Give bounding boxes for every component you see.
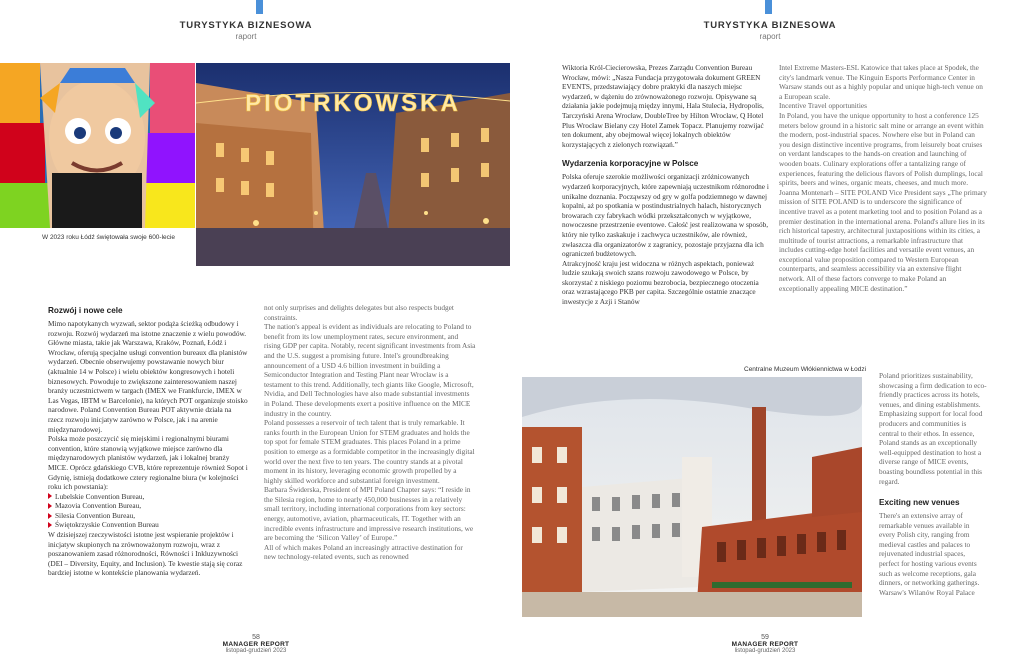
magazine-name: MANAGER REPORT <box>222 641 290 648</box>
header-title: TURYSTYKA BIZNESOWA <box>703 20 837 31</box>
paragraph: The nation's appeal is evident as individuals are relocating to Poland to benefit from its low unemployment rates, secure environment, and rising GDP per capita. Notably, recent significant investments from Asia and the U.S. suggest a promising future. Intel's groundbreaking announcement of a USD 4.6 billion investment in building a Semiconductor Integration and Testing Plant near Wrocław is a testament to this trend. Additionally, tech giants like Google, Microsoft, Nvidia, and Dell Technologies have also made substantial investments in Poland. These developments exert a positive influence on the MICE industry in the country. <box>264 322 476 418</box>
bullet-icon <box>48 503 52 509</box>
section-heading: Rozwój i nowe cele <box>48 306 123 315</box>
bullet-icon <box>48 493 52 499</box>
page-footer <box>216 634 296 654</box>
issue-date: listopad-grudzień 2023 <box>734 648 796 654</box>
paragraph: All of which makes Poland an increasingly attractive destination for new technology-related events, such as renowned <box>264 542 463 562</box>
magazine-name: MANAGER REPORT <box>731 641 799 648</box>
list-item: Silesia Convention Bureau, <box>48 511 248 521</box>
paragraph: W dzisiejszej rzeczywistości istotne jest wspieranie projektów i inicjatyw skupionych na zrównoważonym rozwoju, wraz z poszanowaniem zasad różnorodności, Równości i Inkluzywności (DEI – Diversity, Equity, and Inclusion). Te kwestie stają się coraz bardziej istotne w kontekście planowania wydarzeń. <box>48 530 243 578</box>
paragraph: Wiktoria Król-Ciecierowska, Prezes Zarządu Convention Bureau Wrocław, mówi: „Nasza Fundacja przygotowała dokument GREEN EVENTS, przedstawiający dobre praktyki dla naszych miejsc wydarzeń, w dążeniu do zrównoważonego rozwoju. Opisywane są działania jakie podejmują między innymi, Hala Stulecia, Hydropolis, Tarczyński Arena Wrocław, DoubleTree by Hilton Wrocław, Q Hotel Plus Wrocław Bielany czy Hotel Zamek Topacz. Planujemy rozwijać ten dokument, aby obejmował więcej lokalnych obiektów korzystających z zielonych rozwiązań.” <box>562 63 764 149</box>
bullet-icon <box>48 522 52 528</box>
right-column-1 <box>562 63 770 363</box>
paragraph: Atrakcyjność kraju jest widoczna w różnych aspektach, ponieważ ludzie szukają swoich szans rozwoju zawodowego w Polsce, by skorzystać z niskiego poziomu bezrobocia, bezpiecznego otoczenia oraz wzrastającego PKB per capita. Szczególnie ostatnie znaczące inwestycje z Azji i Stanów <box>562 258 759 307</box>
paragraph: Intel Extreme Masters-ESL Katowice that takes place at Spodek, the city's landmark venue. The Kinguin Esports Performance Center in Warsaw stands out as a highly popular and unique high-tech venue on a European scale. <box>779 63 983 101</box>
section-heading: Exciting new venues <box>879 498 960 507</box>
left-column-2 <box>264 303 476 623</box>
mural-photo <box>0 63 195 228</box>
paragraph: Polska oferuje szerokie możliwości organizacji zróżnicowanych wydarzeń korporacyjnych, które zapewniają uczestnikom różnorodne i unikalne doznania. Począwszy od gry w golfa podziemnego w dawnej kopalni, aż po spotkania w postindustrialnych halach, historycznych browarach czy fabrykach wódki przekształconych w wyjątkowe, nowoczesne przestrzenie eventowe. Całość jest realizowana w sposób, który nie tylko zaskakuje i zachwyca uczestników, ale również, zwłaszcza dla organizatorów z zagranicy, pozostaje przyjazna dla ich ograniczeń budżetowych. <box>562 172 769 259</box>
street-sign-text: PIOTRKOWSKA <box>245 90 461 117</box>
header-subtitle: raport <box>759 32 781 41</box>
header-title: TURYSTYKA BIZNESOWA <box>179 20 313 31</box>
page-header <box>700 20 840 41</box>
paragraph: Poland possesses a reservoir of tech talent that is truly remarkable. It ranks fourth in the European Union for STEM graduates and holds the top spot for female STEM graduates. This places Poland in a prime position to emerge as a formidable competitor in the increasingly digital world over the next five to ten years. The country stands at a pivotal moment in its history, leveraging economic growth propelled by a highly skilled workforce and substantial foreign investment. <box>264 418 475 485</box>
paragraph: Incentive Travel opportunities <box>779 101 867 111</box>
photo-caption: Centralne Muzeum Włókiennictwa w Łodzi <box>744 366 867 373</box>
paragraph: Joanna Montenarh – SITE POLAND Vice President says „The primary mission of SITE POLAND is to underscore the significance of incentive travel as a potent marketing tool and to position Poland as a premier destination in the international arena. Poland's allure lies in its rich historical tapestry, architectural juxtapositions within its cities, a multitude of tourist attractions, a remarkable infrastructure that includes cutting-edge hotel facilities and versatile event venues, an exceptional value proposition compared to Western European counterparts, and seamless accessibility via an extensive flight network. All of these factors converge to make Poland an exceptionally appealing MICE destination.” <box>779 187 987 293</box>
paragraph: Barbara Świderska, President of MPI Poland Chapter says: “I reside in the Silesia region, home to nearly 450,000 businesses in a relatively small territory, including international corporations from key sectors: energy, automotive, aviation, pharmaceuticals, IT. Together with an incredible events infrastructure and impressive research institutions, we are becoming the ‘Silicon Valley’ of Europe.” <box>264 485 474 543</box>
issue-date: listopad-grudzień 2023 <box>225 648 287 654</box>
right-column-2-continued <box>879 371 987 491</box>
list-item: Świętokrzyskie Convention Bureau <box>48 520 248 530</box>
bullet-icon <box>48 513 52 519</box>
page-tab-marker <box>765 0 772 14</box>
museum-photo <box>522 377 862 617</box>
paragraph: In Poland, you have the unique opportunity to host a conference 125 meters below ground in a historic salt mine or arrange an event within the modern, post-industrial spaces. Nowhere else but in Poland can you design distinctive incentive programs, from leisurely boat cruises on verdant landscapes to the hands-on creation and launching of wooden boats. Culinary explorations offer a tantalizing range of experiences, featuring the delicious flavors of Polish dumplings, local spirits, beers and wines, organic meats, cheeses, and much more. <box>779 110 984 188</box>
paragraph: Polska może poszczycić się miejskimi i regionalnymi biurami convention, które stanowią wyjątkowe miejsce zarówno dla międzynarodowych planistów wydarzeń, jak i lokalnej branży MICE. Oprócz gdańskiego CVB, które reprezentuje również Sopot i Gdynię, istnieją dodatkowe cztery regionalne biura (w kolejności roku ich powstania): <box>48 434 248 492</box>
right-column-2 <box>779 63 987 371</box>
photo-caption: W 2023 roku Łódź świętowała swoje 600-lecie <box>42 234 175 241</box>
piotrkowska-photo <box>196 63 510 266</box>
page-header <box>176 20 316 41</box>
right-page <box>512 0 1024 664</box>
page-tab-marker <box>256 0 263 14</box>
header-subtitle: raport <box>235 32 257 41</box>
page-number: 59 <box>761 634 769 641</box>
page-footer <box>725 634 805 654</box>
paragraph: Mimo napotykanych wyzwań, sektor podąża ścieżką odbudowy i rozwoju. Rozwój wydarzeń ma istotne znaczenie z wielu powodów. Główne miasta, takie jak Warszawa, Kraków, Poznań, Łódź i Wrocław, oferują specjalne usługi convention bureaux dla planistów wydarzeń. Obecnie obserwujemy powstawanie nowych biur (aktualnie 14 w Polsce) i wielu obiektów kongresowych i hoteli biznesowych. Powoduje to zwiększone zainteresowaniem naszej branży uczestnictwem w targach (IMEX we Frankfurcie, IMEX w Las Vegas, IBTM w Barcelonie), na których POT organizuje stoisko narodowe. Poland Convention Bureau POT aktywnie działa na rzecz rozwoju inicjatyw zarówno w Polsce, jak i na arenie międzynarodowej. <box>48 319 248 434</box>
list-item: Mazovia Convention Bureau, <box>48 501 248 511</box>
list-item: Lubelskie Convention Bureau, <box>48 492 248 502</box>
paragraph: There's an extensive array of remarkable venues available in every Polish city, ranging from medieval castles and palaces to rejuvenated industrial spaces, perfect for hosting various events such as welcome receptions, gala dinners, or networking gatherings. Warsaw's Wilanów Royal Palace <box>879 511 980 597</box>
right-column-2-venues <box>879 497 987 623</box>
paragraph: not only surprises and delights delegates but also respects budget constraints. <box>264 303 454 322</box>
page-number: 58 <box>252 634 260 641</box>
left-column-1 <box>48 305 248 623</box>
paragraph: Poland prioritizes sustainability, showcasing a firm dedication to eco-friendly practices across its hotels, venues, and dining establishments. Emphasizing support for local food producers and communities is central to their ethos. In essence, Poland stands as an exceptionally well-equipped destination to host a diverse range of MICE events, boasting boundless potential in this regard. <box>879 371 987 486</box>
section-heading: Wydarzenia korporacyjne w Polsce <box>562 159 699 169</box>
